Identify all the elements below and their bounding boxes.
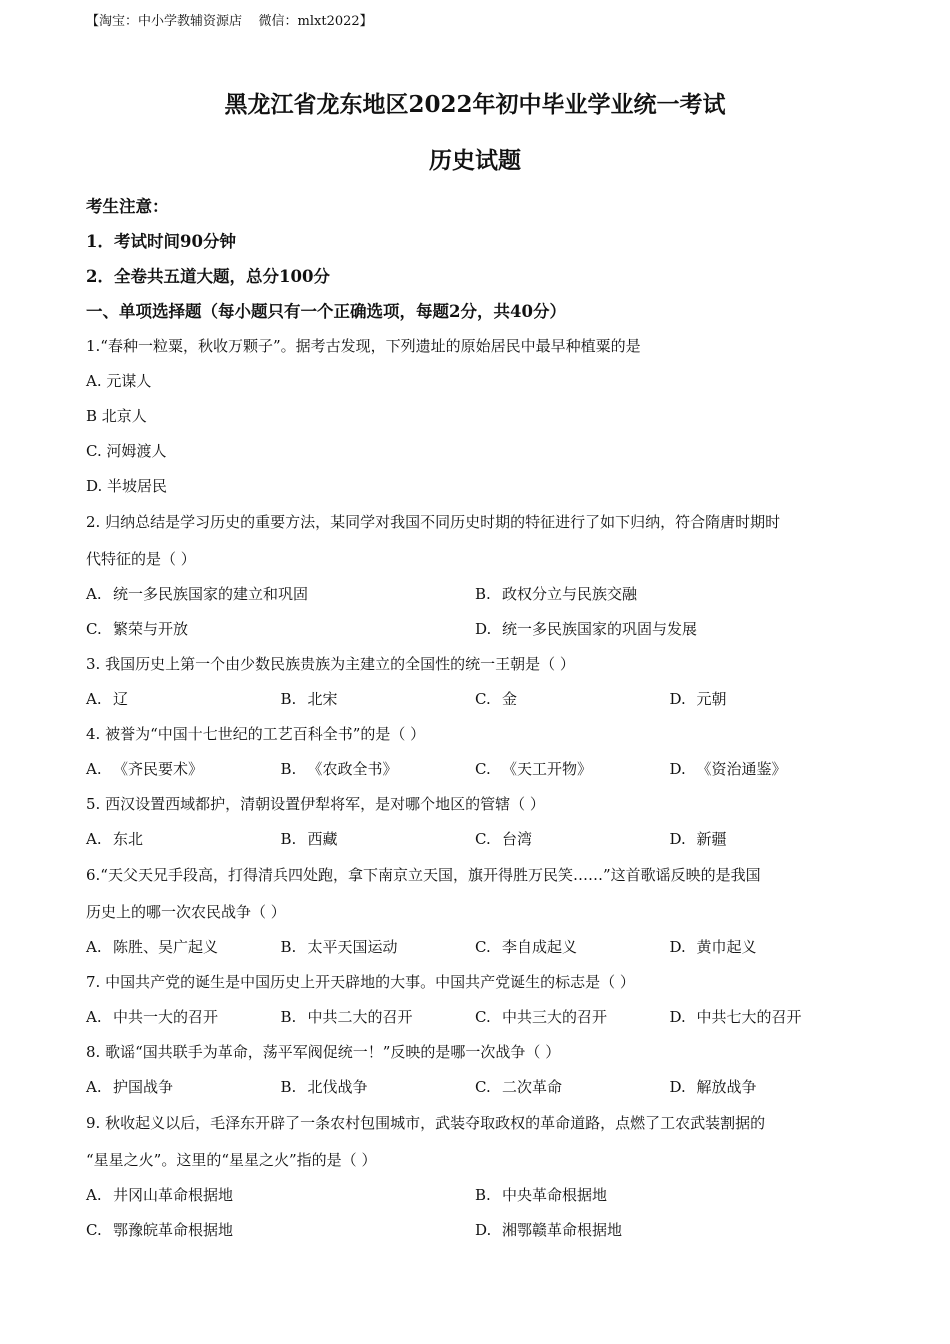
option-label: D. bbox=[475, 1221, 492, 1239]
question-3-option-d bbox=[670, 682, 865, 717]
option-text: 中共三大的召开 bbox=[502, 1008, 608, 1026]
question-1-stem: 1.“春种一粒粟，秋收万颗子”。据考古发现，下列遗址的原始居民中最早种植粟的是 bbox=[86, 337, 641, 355]
question-2-stem: 2. 归纳总结是学习历史的重要方法，某同学对我国不同历史时期的特征进行了如下归纳，符合隋唐时期时 bbox=[86, 513, 781, 531]
question-5-option-b bbox=[281, 822, 476, 857]
option-text: 东北 bbox=[113, 830, 144, 848]
option-text: 中共二大的召开 bbox=[307, 1008, 413, 1026]
option-label: D. bbox=[669, 760, 686, 778]
option-label: C. bbox=[86, 620, 102, 638]
question-7-stem: 7. 中国共产党的诞生是中国历史上开天辟地的大事。中国共产党诞生的标志是（ ） bbox=[86, 973, 635, 991]
question-4-option-b bbox=[281, 752, 476, 787]
option-label: D. bbox=[669, 830, 686, 848]
question-6-option-c bbox=[475, 930, 670, 965]
question-2-stem-cont: 代特征的是（ ） bbox=[86, 550, 196, 568]
notice-item: 1．考试时间90分钟 bbox=[86, 232, 236, 251]
option-label: C. bbox=[475, 1008, 491, 1026]
option-text: 辽 bbox=[113, 690, 129, 708]
option-label: A. bbox=[86, 938, 102, 956]
question-6-option-a bbox=[86, 930, 281, 965]
question-1-option-b: B 北京人 bbox=[86, 407, 147, 425]
option-text: 《农政全书》 bbox=[307, 760, 398, 778]
question-7-options bbox=[86, 1000, 866, 1035]
question-1-option-c: C. 河姆渡人 bbox=[86, 442, 167, 460]
option-label: D. bbox=[669, 1008, 686, 1026]
header-note: 【淘宝：中小学教辅资源店 微信：mlxt2022】 bbox=[86, 14, 373, 29]
option-text: 中共一大的召开 bbox=[113, 1008, 219, 1026]
option-label: A. bbox=[86, 1078, 102, 1096]
question-6-option-b bbox=[281, 930, 476, 965]
option-label: B. bbox=[280, 830, 297, 848]
question-8-option-b bbox=[281, 1070, 476, 1105]
option-text: 太平天国运动 bbox=[307, 938, 398, 956]
exam-content bbox=[86, 189, 866, 1248]
option-label: C. bbox=[475, 760, 491, 778]
option-text: 李自成起义 bbox=[502, 938, 578, 956]
question-8-option-c bbox=[475, 1070, 670, 1105]
question-5-stem: 5. 西汉设置西域都护，清朝设置伊犁将军，是对哪个地区的管辖（ ） bbox=[86, 795, 545, 813]
option-text: 黄巾起义 bbox=[696, 938, 757, 956]
option-text: 《齐民要术》 bbox=[113, 760, 204, 778]
option-label: C. bbox=[86, 1221, 102, 1239]
question-8-option-d bbox=[670, 1070, 865, 1105]
question-2-option-a bbox=[86, 577, 475, 612]
option-label: A. bbox=[86, 1008, 102, 1026]
question-7-option-d bbox=[670, 1000, 865, 1035]
option-label: D. bbox=[669, 938, 686, 956]
option-label: C. bbox=[475, 938, 491, 956]
option-label: B. bbox=[280, 1008, 297, 1026]
option-label: C. bbox=[475, 830, 491, 848]
question-6-stem-cont: 历史上的哪一次农民战争（ ） bbox=[86, 903, 286, 921]
question-1-option-a: A. 元谋人 bbox=[86, 372, 152, 390]
option-label: B. bbox=[280, 938, 297, 956]
question-2-options bbox=[86, 612, 866, 647]
question-4-stem: 4. 被誉为“中国十七世纪的工艺百科全书”的是（ ） bbox=[86, 725, 426, 743]
question-4-option-d bbox=[670, 752, 865, 787]
question-5-option-d bbox=[670, 822, 865, 857]
option-text: 新疆 bbox=[696, 830, 727, 848]
option-text: 统一多民族国家的建立和巩固 bbox=[113, 585, 309, 603]
option-text: 二次革命 bbox=[502, 1078, 563, 1096]
question-9-option-c bbox=[86, 1213, 475, 1248]
question-3-stem: 3. 我国历史上第一个由少数民族贵族为主建立的全国性的统一王朝是（ ） bbox=[86, 655, 575, 673]
question-8-stem: 8. 歌谣“国共联手为革命，荡平军阀促统一！”反映的是哪一次战争（ ） bbox=[86, 1043, 561, 1061]
option-label: A. bbox=[86, 1186, 102, 1204]
option-label: D. bbox=[669, 690, 686, 708]
option-text: 政权分立与民族交融 bbox=[502, 585, 638, 603]
question-9-option-b bbox=[475, 1178, 864, 1213]
option-text: 井冈山革命根据地 bbox=[113, 1186, 234, 1204]
exam-title: 黑龙江省龙东地区2022年初中毕业学业统一考试 bbox=[224, 91, 726, 118]
option-text: 陈胜、吴广起义 bbox=[113, 938, 219, 956]
option-text: 北宋 bbox=[307, 690, 338, 708]
question-4-option-a bbox=[86, 752, 281, 787]
option-text: 解放战争 bbox=[696, 1078, 757, 1096]
question-3-options bbox=[86, 682, 866, 717]
option-text: 护国战争 bbox=[113, 1078, 174, 1096]
option-label: B. bbox=[280, 690, 297, 708]
option-text: 中央革命根据地 bbox=[502, 1186, 608, 1204]
question-9-option-a bbox=[86, 1178, 475, 1213]
option-text: 台湾 bbox=[502, 830, 533, 848]
question-4-option-c bbox=[475, 752, 670, 787]
question-9-stem: 9. 秋收起义以后，毛泽东开辟了一条农村包围城市，武装夺取政权的革命道路，点燃了工农武装割据的 bbox=[86, 1114, 766, 1132]
question-5-options bbox=[86, 822, 866, 857]
section-heading: 一、单项选择题（每小题只有一个正确选项，每题2分，共40分） bbox=[86, 302, 566, 321]
question-3-option-a bbox=[86, 682, 281, 717]
question-9-options bbox=[86, 1213, 866, 1248]
option-label: C. bbox=[475, 1078, 491, 1096]
question-3-option-b bbox=[281, 682, 476, 717]
option-text: 北伐战争 bbox=[307, 1078, 368, 1096]
question-3-option-c bbox=[475, 682, 670, 717]
option-label: B. bbox=[280, 1078, 297, 1096]
question-6-options bbox=[86, 930, 866, 965]
option-text: 元朝 bbox=[696, 690, 727, 708]
question-1-option-d: D. 半坡居民 bbox=[86, 477, 168, 495]
question-7-option-a bbox=[86, 1000, 281, 1035]
question-8-options bbox=[86, 1070, 866, 1105]
exam-subtitle: 历史试题 bbox=[429, 147, 521, 174]
option-label: D. bbox=[669, 1078, 686, 1096]
question-5-option-a bbox=[86, 822, 281, 857]
question-2-option-c bbox=[86, 612, 475, 647]
option-label: D. bbox=[475, 620, 492, 638]
option-text: 统一多民族国家的巩固与发展 bbox=[502, 620, 698, 638]
question-4-options bbox=[86, 752, 866, 787]
question-9-options bbox=[86, 1178, 866, 1213]
question-9-stem-cont: “星星之火”。这里的“星星之火”指的是（ ） bbox=[86, 1151, 377, 1169]
question-2-options bbox=[86, 577, 866, 612]
question-7-option-b bbox=[281, 1000, 476, 1035]
option-text: 金 bbox=[502, 690, 518, 708]
option-text: 湘鄂赣革命根据地 bbox=[502, 1221, 623, 1239]
option-label: A. bbox=[86, 830, 102, 848]
notice-item: 2．全卷共五道大题，总分100分 bbox=[86, 267, 330, 286]
option-text: 《资治通鉴》 bbox=[696, 760, 787, 778]
question-9-option-d bbox=[475, 1213, 864, 1248]
option-text: 西藏 bbox=[307, 830, 338, 848]
question-8-option-a bbox=[86, 1070, 281, 1105]
question-6-stem: 6.“天父天兄手段高，打得清兵四处跑，拿下南京立天国，旗开得胜万民笑……”这首歌谣反映的是我国 bbox=[86, 866, 761, 884]
option-text: 繁荣与开放 bbox=[113, 620, 189, 638]
question-6-option-d bbox=[670, 930, 865, 965]
notice-heading: 考生注意： bbox=[86, 197, 169, 216]
option-text: 鄂豫皖革命根据地 bbox=[113, 1221, 234, 1239]
option-label: B. bbox=[475, 1186, 491, 1204]
option-text: 《天工开物》 bbox=[502, 760, 593, 778]
question-2-option-d bbox=[475, 612, 864, 647]
option-label: B. bbox=[475, 585, 491, 603]
question-2-option-b bbox=[475, 577, 864, 612]
option-label: A. bbox=[86, 760, 102, 778]
option-text: 中共七大的召开 bbox=[696, 1008, 802, 1026]
option-label: B. bbox=[280, 760, 297, 778]
question-7-option-c bbox=[475, 1000, 670, 1035]
option-label: A. bbox=[86, 585, 102, 603]
option-label: A. bbox=[86, 690, 102, 708]
question-5-option-c bbox=[475, 822, 670, 857]
option-label: C. bbox=[475, 690, 491, 708]
